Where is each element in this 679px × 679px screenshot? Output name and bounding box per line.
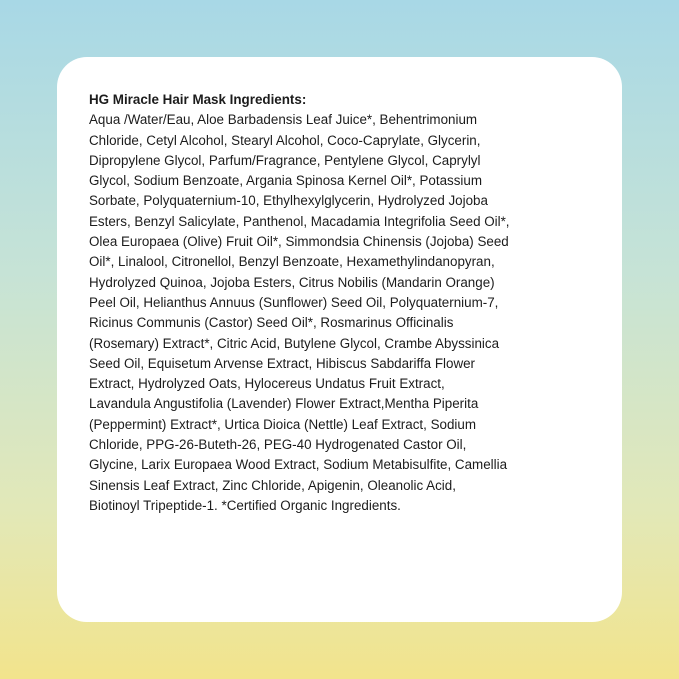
ingredients-line: Ricinus Communis (Castor) Seed Oil*, Rosmarinus Officinalis — [89, 315, 454, 331]
ingredients-line: Esters, Benzyl Salicylate, Panthenol, Macadamia Integrifolia Seed Oil*, — [89, 213, 510, 229]
ingredients-line: Seed Oil, Equisetum Arvense Extract, Hibiscus Sabdariffa Flower — [89, 355, 476, 371]
ingredients-line: Sinensis Leaf Extract, Zinc Chloride, Apigenin, Oleanolic Acid, — [89, 477, 456, 493]
ingredients-line: Glycine, Larix Europaea Wood Extract, Sodium Metabisulfite, Camellia — [89, 457, 508, 473]
ingredients-line: Extract, Hydrolyzed Oats, Hylocereus Undatus Fruit Extract, — [89, 376, 445, 392]
ingredients-line: Oil*, Linalool, Citronellol, Benzyl Benzoate, Hexamethylindanopyran, — [89, 254, 495, 270]
ingredients-line: Hydrolyzed Quinoa, Jojoba Esters, Citrus Nobilis (Mandarin Orange) — [89, 274, 495, 290]
ingredients-line: Lavandula Angustifolia (Lavender) Flower Extract,Mentha Piperita — [89, 396, 479, 412]
ingredients-line: Chloride, Cetyl Alcohol, Stearyl Alcohol, Coco-Caprylate, Glycerin, — [89, 132, 481, 148]
ingredients-line: Olea Europaea (Olive) Fruit Oil*, Simmondsia Chinensis (Jojoba) Seed — [89, 234, 509, 250]
ingredients-line: Peel Oil, Helianthus Annuus (Sunflower) Seed Oil, Polyquaternium-7, — [89, 294, 499, 310]
ingredients-line: Sorbate, Polyquaternium-10, Ethylhexylglycerin, Hydrolyzed Jojoba — [89, 193, 488, 209]
ingredients-line: (Rosemary) Extract*, Citric Acid, Butylene Glycol, Crambe Abyssinica — [89, 335, 500, 351]
ingredients-list — [89, 110, 594, 516]
ingredients-title: HG Miracle Hair Mask Ingredients: — [89, 92, 307, 107]
ingredients-line: Dipropylene Glycol, Parfum/Fragrance, Pentylene Glycol, Caprylyl — [89, 152, 481, 168]
ingredients-card — [57, 57, 622, 622]
ingredients-line: Biotinoyl Tripeptide-1. *Certified Organic Ingredients. — [89, 497, 401, 513]
ingredients-line: Glycol, Sodium Benzoate, Argania Spinosa Kernel Oil*, Potassium — [89, 173, 482, 189]
ingredients-line: Chloride, PPG-26-Buteth-26, PEG-40 Hydrogenated Castor Oil, — [89, 437, 467, 453]
ingredients-line: (Peppermint) Extract*, Urtica Dioica (Nettle) Leaf Extract, Sodium — [89, 416, 476, 432]
ingredients-line: Aqua /Water/Eau, Aloe Barbadensis Leaf Juice*, Behentrimonium — [89, 112, 478, 128]
